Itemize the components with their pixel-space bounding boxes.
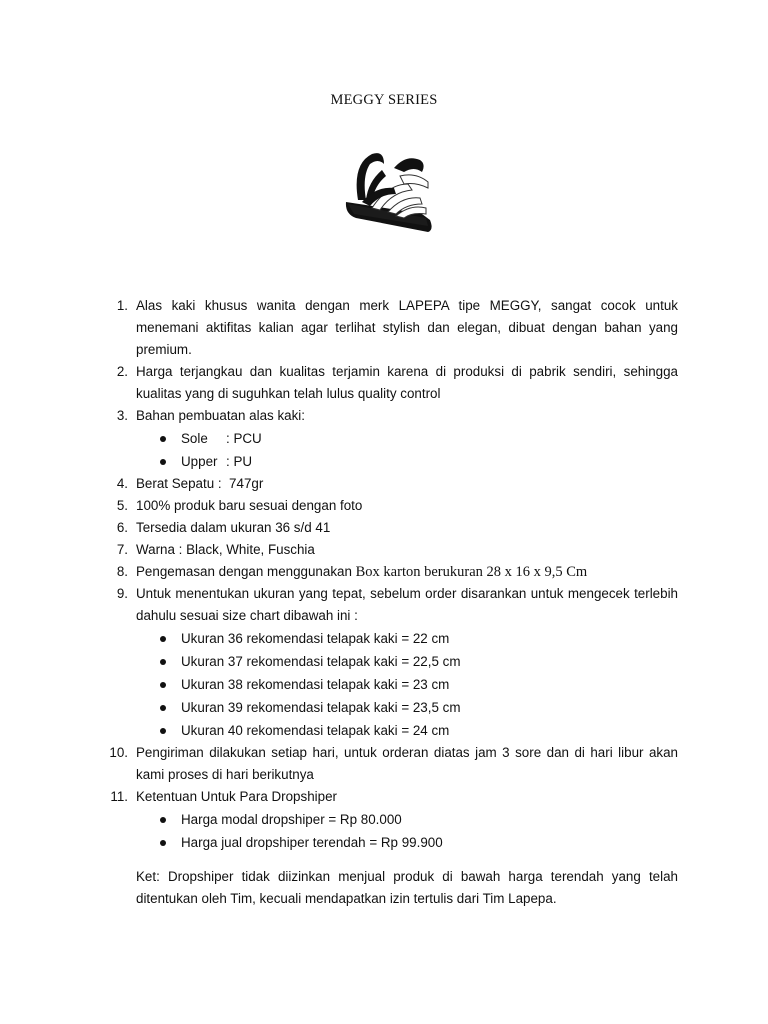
list-item: Ukuran 39 rekomendasi telapak kaki = 23,5 cm: [136, 696, 678, 719]
list-item: Ukuran 36 rekomendasi telapak kaki = 22 cm: [136, 627, 678, 650]
sandal-icon: [336, 142, 436, 260]
list-item: Ukuran 37 rekomendasi telapak kaki = 22,5 cm: [136, 650, 678, 673]
list-item: 8. Pengemasan dengan menggunakan Box karton berukuran 28 x 16 x 9,5 Cm: [116, 564, 588, 580]
dropshipper-price-list: [136, 808, 678, 854]
list-item: 10. Pengiriman dilakukan setiap hari, untuk orderan diatas jam 3 sore dan di hari libur akan kami proses di hari berikutnya: [109, 745, 678, 782]
document-title: MEGGY SERIES: [330, 92, 438, 108]
list-item: 9. Untuk menentukan ukuran yang tepat, sebelum order disarankan untuk mengecek terlebih dahulu sesuai size chart dibawah ini : Ukuran 36 rekomendasi telapak kaki = 22 cm Ukuran 37 rekomendasi telapak kaki = 22,5 cm Ukuran 38 rekomendasi telapak kaki = 23 cm Ukuran 39 rekomendasi telapak kaki = 23,5 cm Ukuran 40 rekomendasi telapak kaki = 24 cm: [106, 583, 678, 742]
list-item: Sole : PCU: [136, 427, 678, 450]
dropshipper-note: Ket: Dropshiper tidak diizinkan menjual produk di bawah harga terendah yang telah ditentukan oleh Tim, kecuali mendapatkan izin tertulis dari Tim Lapepa.: [136, 869, 678, 906]
list-item: 4. Berat Sepatu : 747gr: [116, 476, 264, 491]
list-item: 11. Ketentuan Untuk Para Dropshiper Harga modal dropshiper = Rp 80.000 Harga jual dropshiper terendah = Rp 99.900: [106, 786, 678, 854]
list-item: 5. 100% produk baru sesuai dengan foto: [116, 498, 363, 513]
list-item: 3. Bahan pembuatan alas kaki: Sole : PCU Upper : PU: [106, 405, 678, 473]
product-description: [106, 295, 678, 910]
list-item: Ukuran 40 rekomendasi telapak kaki = 24 cm: [136, 719, 678, 742]
specification-list: [106, 295, 678, 854]
list-item: 7. Warna : Black, White, Fuschia: [116, 542, 315, 557]
size-chart-list: [136, 627, 678, 742]
list-item: Harga modal dropshiper = Rp 80.000: [136, 808, 678, 831]
list-item: Harga jual dropshiper terendah = Rp 99.900: [136, 831, 678, 854]
list-item: Upper : PU: [136, 450, 678, 473]
list-item: 6. Tersedia dalam ukuran 36 s/d 41: [116, 520, 331, 535]
list-item: 2. Harga terjangkau dan kualitas terjamin karena di produksi di pabrik sendiri, sehingga kualitas yang di suguhkan telah lulus quality control: [116, 364, 678, 401]
material-list: [136, 427, 678, 473]
list-item: 1. Alas kaki khusus wanita dengan merk LAPEPA tipe MEGGY, sangat cocok untuk menemani aktifitas kalian agar terlihat stylish dan elegan, dibuat dengan bahan yang premium.: [116, 298, 678, 357]
list-item: Ukuran 38 rekomendasi telapak kaki = 23 cm: [136, 673, 678, 696]
